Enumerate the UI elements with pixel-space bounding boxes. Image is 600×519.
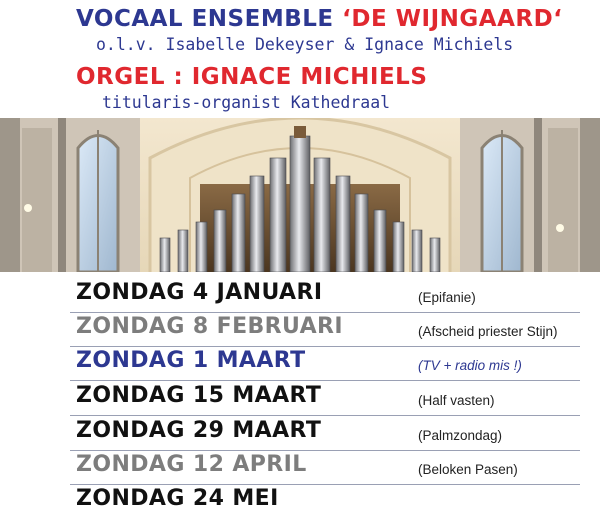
service-note: (Beloken Pasen) (418, 462, 518, 477)
service-note: (Epifanie) (418, 290, 476, 305)
service-date: ZONDAG 1 MAART (76, 348, 306, 373)
service-note: (TV + radio mis !) (418, 358, 522, 373)
service-row (70, 416, 580, 451)
organist-title: titularis-organist Kathedraal (102, 93, 391, 112)
service-row (70, 450, 580, 485)
service-row (70, 381, 580, 416)
service-note: (Palmzondag) (418, 428, 503, 443)
service-date: ZONDAG 24 MEI (76, 486, 279, 511)
organist-name: IGNACE MICHIELS (191, 64, 428, 90)
service-note: (Afscheid priester Stijn) (418, 324, 558, 339)
service-row (70, 312, 580, 347)
ensemble-name: ‘DE WIJNGAARD‘ (342, 6, 563, 32)
service-row (70, 484, 580, 519)
conductor-line: o.l.v. Isabelle Dekeyser & Ignace Michiels (96, 35, 514, 54)
service-date: ZONDAG 15 MAART (76, 383, 322, 408)
ensemble-prefix: VOCAAL ENSEMBLE (76, 6, 343, 32)
service-note: (Half vasten) (418, 393, 495, 408)
organ-label: ORGEL : (76, 64, 192, 90)
service-row (70, 278, 580, 313)
service-date: ZONDAG 12 APRIL (76, 452, 307, 477)
service-date: ZONDAG 29 MAART (76, 418, 322, 443)
ensemble-heading (76, 6, 600, 32)
service-date: ZONDAG 8 FEBRUARI (76, 314, 343, 339)
cathedral-organ-photo (0, 118, 600, 272)
service-row (70, 346, 580, 381)
service-date: ZONDAG 4 JANUARI (76, 280, 323, 305)
organ-heading (76, 64, 600, 90)
